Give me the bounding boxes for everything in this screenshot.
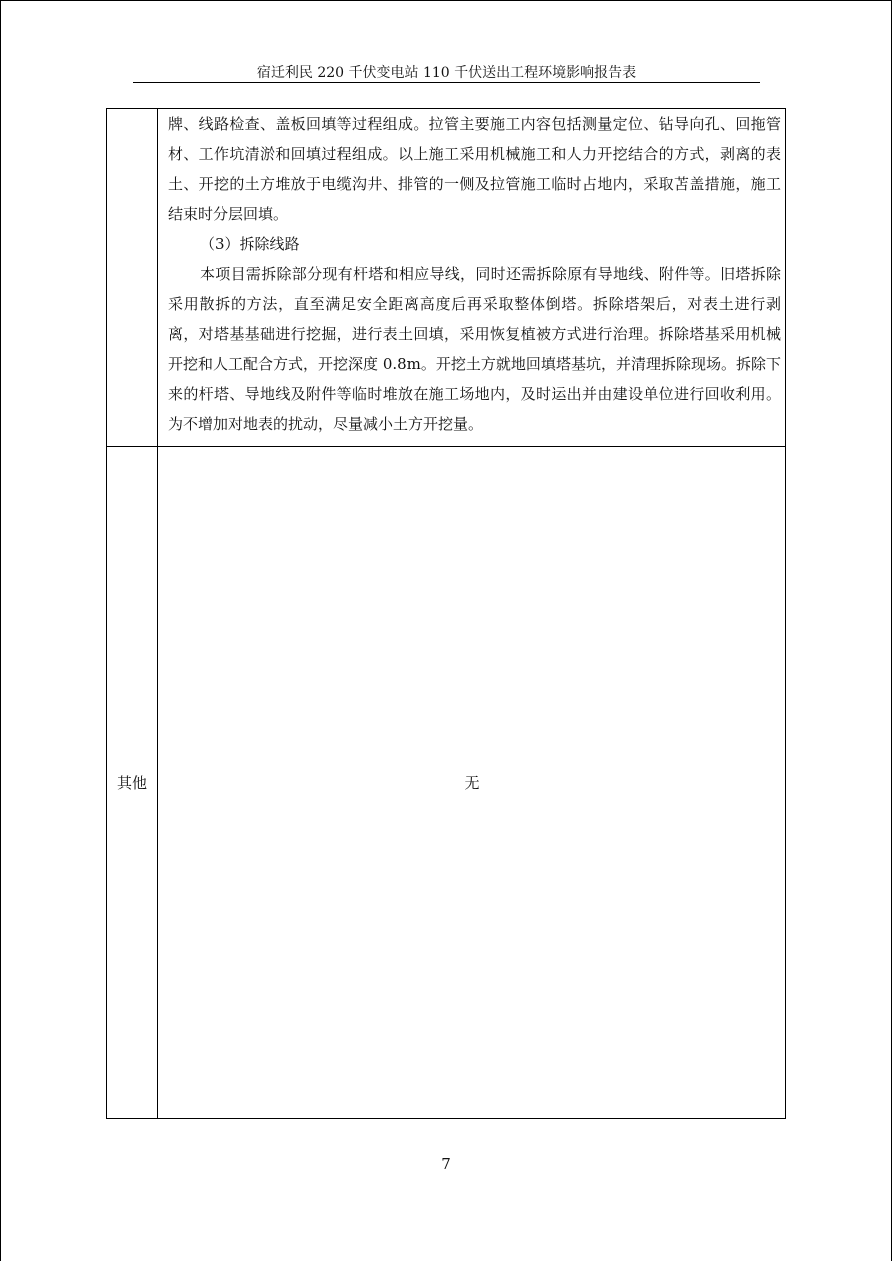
header-rule: [133, 82, 760, 83]
construction-description-cell: [168, 109, 781, 439]
table-row-divider: [106, 446, 786, 447]
page-number: 7: [441, 1155, 451, 1173]
other-row-label: 其他: [116, 774, 147, 792]
table-column-divider: [157, 108, 158, 1119]
document-header-title: 宿迁利民 220 千伏变电站 110 千伏送出工程环境影响报告表: [256, 65, 637, 81]
other-row-value: 无: [464, 774, 480, 792]
continued-paragraph: 牌、线路检查、盖板回填等过程组成。拉管主要施工内容包括测量定位、钻导向孔、回拖管材、工作坑清淤和回填过程组成。以上施工采用机械施工和人力开挖结合的方式，剥离的表土、开挖的土方堆放于电缆沟井、排管的一侧及拉管施工临时占地内，采取苫盖措施，施工结束时分层回填。: [168, 115, 781, 223]
removal-subheading: （3）拆除线路: [200, 235, 300, 253]
removal-paragraph: 本项目需拆除部分现有杆塔和相应导线，同时还需拆除原有导地线、附件等。旧塔拆除采用散拆的方法，直至满足安全距离高度后再采取整体倒塔。拆除塔架后，对表土进行剥离，对塔基基础进行挖掘，进行表土回填，采用恢复植被方式进行治理。拆除塔基采用机械开挖和人工配合方式，开挖深度 0.8m。开挖土方就地回填塔基坑，并清理拆除现场。拆除下来的杆塔、导地线及附件等临时堆放在施工场地内，及时运出并由建设单位进行回收利用。为不增加对地表的扰动，尽量减小土方开挖量。: [168, 265, 781, 433]
